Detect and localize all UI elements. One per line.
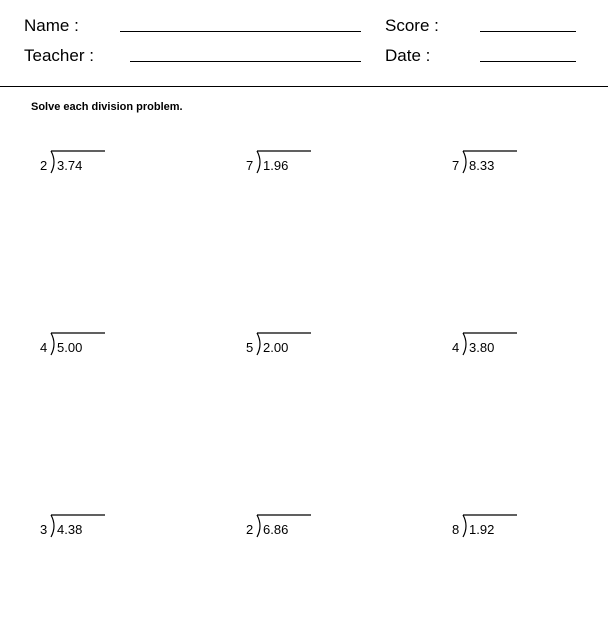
instructions: Solve each division problem. (31, 101, 183, 113)
divisor: 8 (452, 522, 460, 537)
division-problem (246, 332, 356, 362)
division-problem (246, 150, 356, 180)
divisor: 4 (40, 340, 48, 355)
dividend: 1.92 (469, 522, 495, 537)
score-label: Score : (385, 16, 439, 35)
dividend: 6.86 (263, 522, 289, 537)
divisor: 5 (246, 340, 254, 355)
name-field-line[interactable] (120, 31, 361, 32)
divisor: 4 (452, 340, 460, 355)
name-label: Name : (24, 16, 79, 35)
division-problem (40, 332, 150, 362)
divisor: 7 (452, 158, 460, 173)
dividend: 3.74 (57, 158, 83, 173)
division-problem (246, 514, 356, 544)
dividend: 5.00 (57, 340, 83, 355)
division-problem (452, 514, 562, 544)
division-problem (40, 514, 150, 544)
division-problem (452, 150, 562, 180)
date-label: Date : (385, 46, 431, 65)
teacher-label: Teacher : (24, 46, 94, 65)
divisor: 2 (246, 522, 254, 537)
division-problem (452, 332, 562, 362)
teacher-field-line[interactable] (130, 61, 361, 62)
divisor: 3 (40, 522, 48, 537)
dividend: 4.38 (57, 522, 83, 537)
score-field-line[interactable] (480, 31, 576, 32)
dividend: 3.80 (469, 340, 495, 355)
divisor: 2 (40, 158, 48, 173)
date-field-line[interactable] (480, 61, 576, 62)
dividend: 1.96 (263, 158, 289, 173)
dividend: 8.33 (469, 158, 495, 173)
header-separator (0, 86, 608, 87)
divisor: 7 (246, 158, 254, 173)
division-problem (40, 150, 150, 180)
dividend: 2.00 (263, 340, 289, 355)
